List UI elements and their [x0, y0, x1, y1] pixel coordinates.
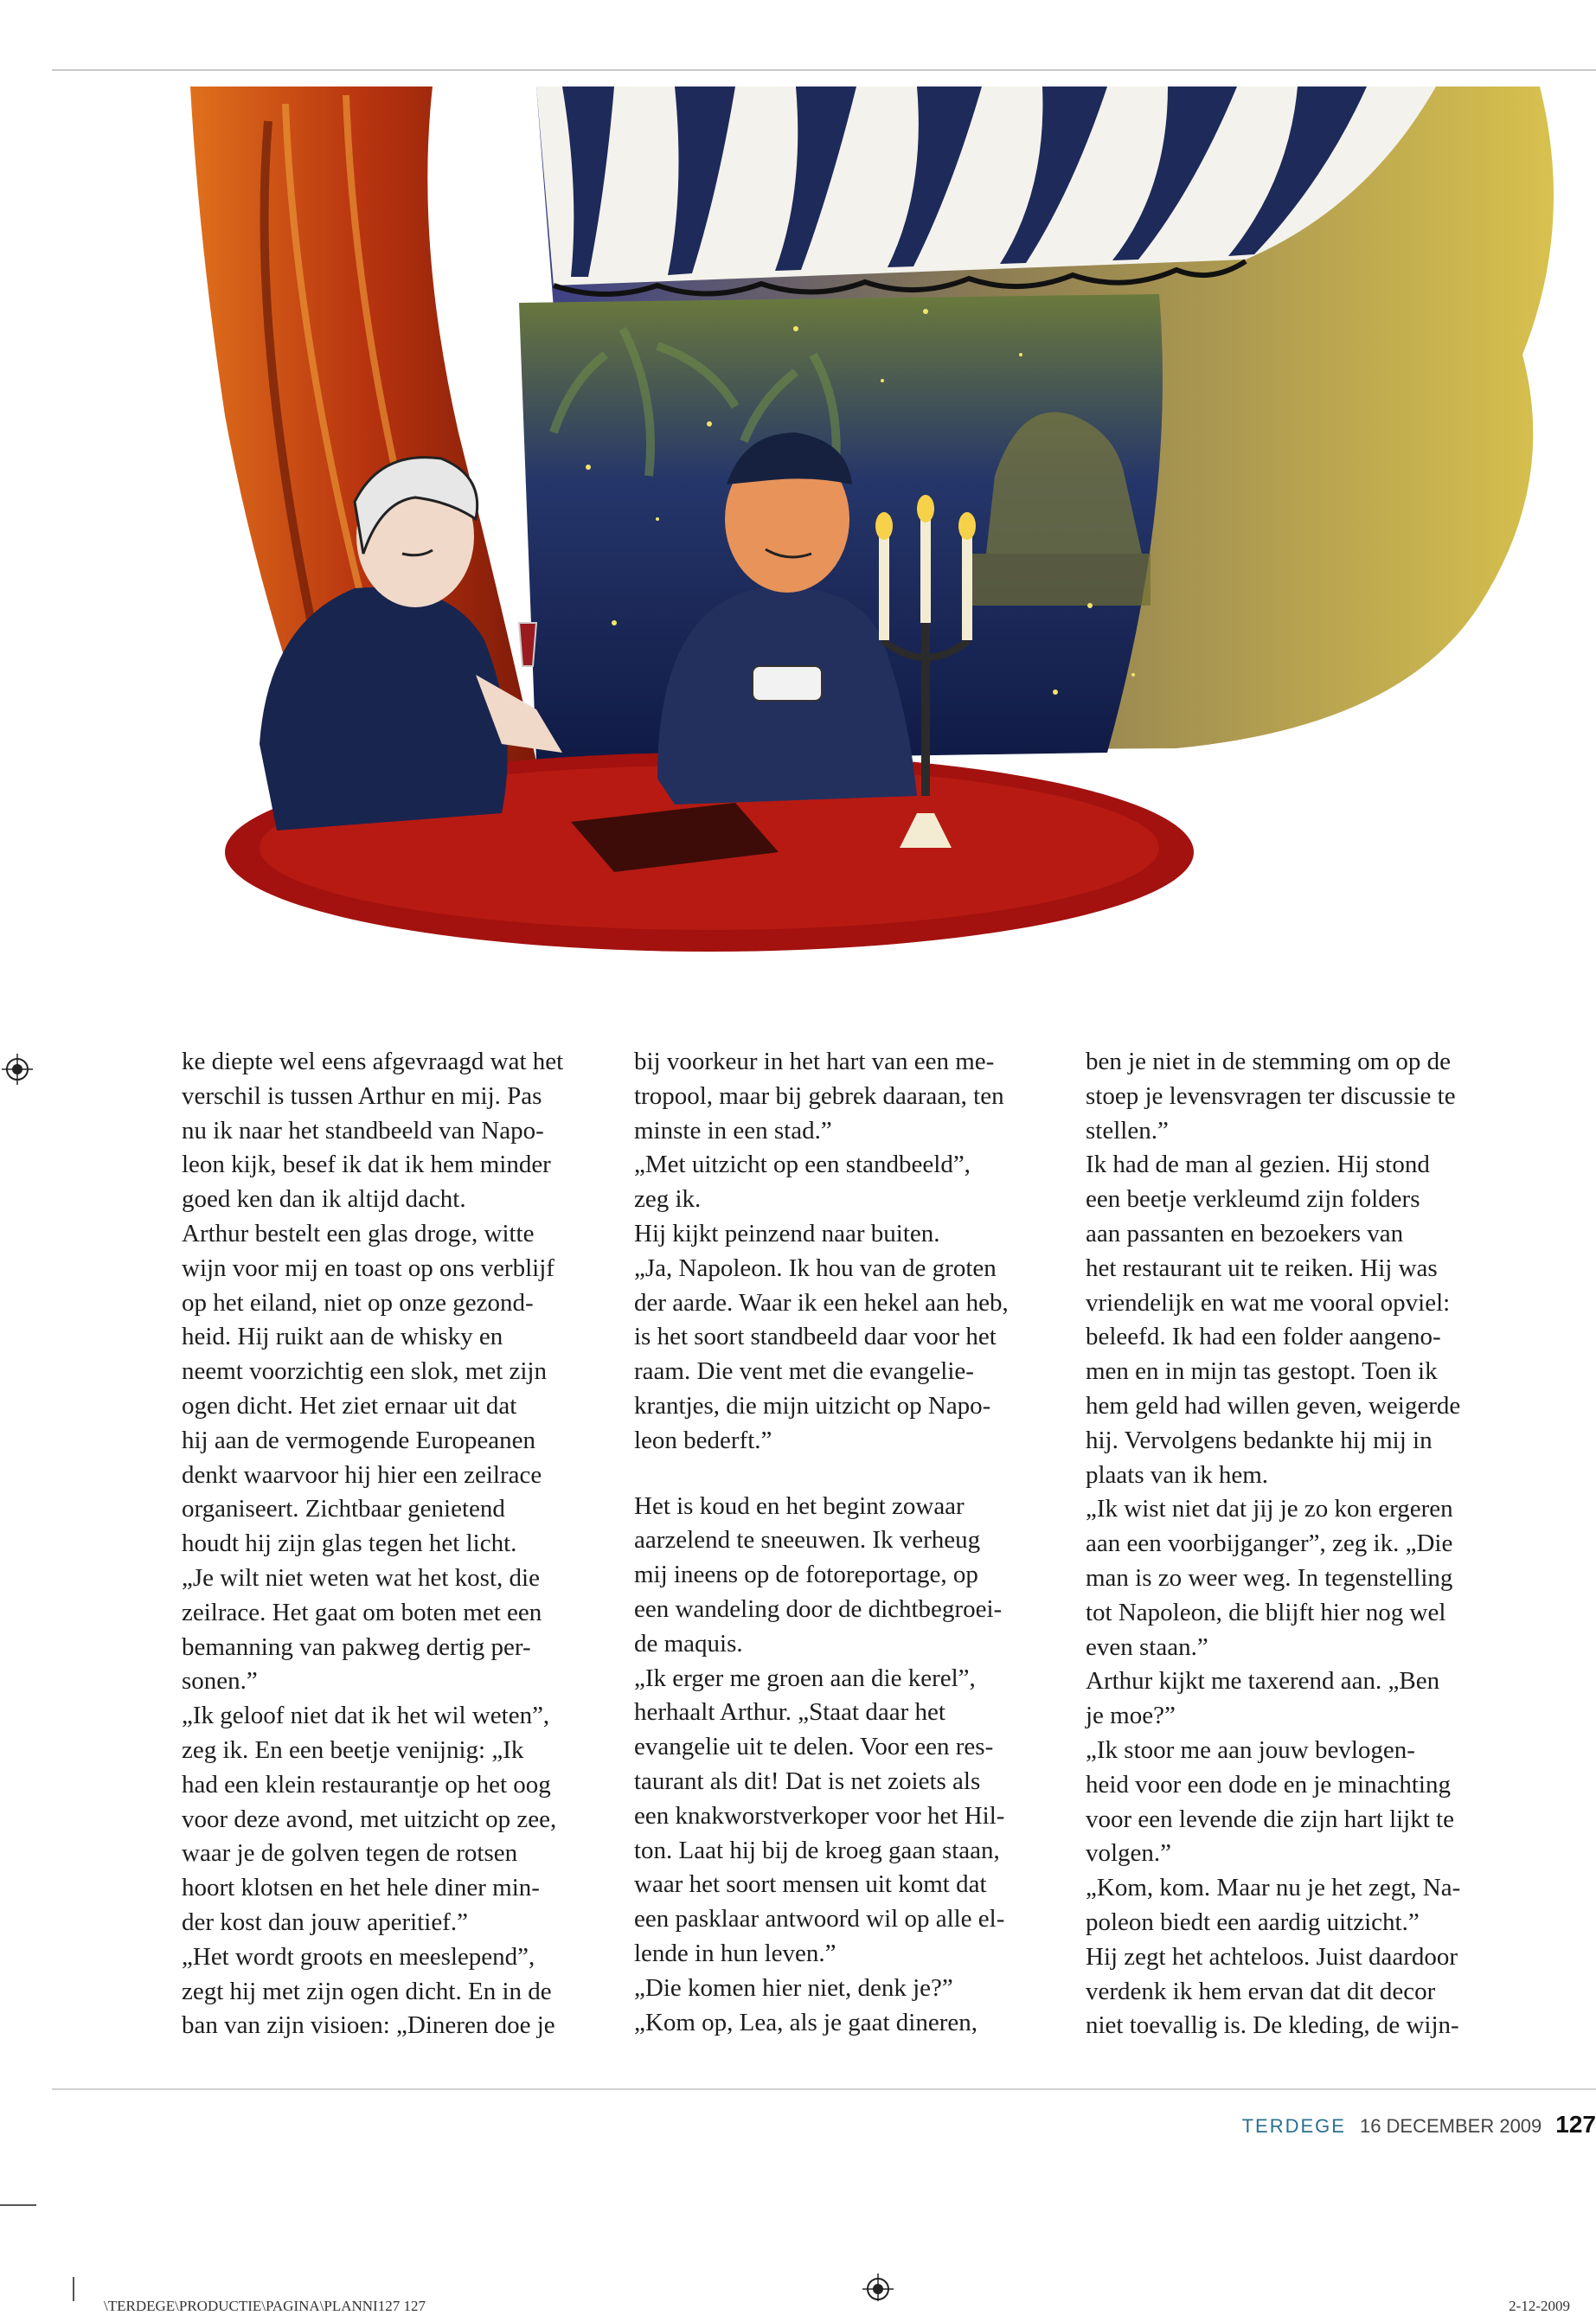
footer-rule [52, 2088, 1596, 2090]
text-line: het restaurant uit te reiken. Hij was [1086, 1254, 1438, 1282]
text-line: bemanning van pakweg dertig per- [182, 1632, 531, 1661]
text-line: „Ik erger me groen aan die kerel”, [634, 1664, 976, 1692]
text-line: tot Napoleon, die blijft hier nog wel [1086, 1598, 1446, 1626]
article-column-3 [1086, 1045, 1527, 2043]
text-line: „Ik stoor me aan jouw bevlogen- [1086, 1735, 1415, 1764]
issue-date: 16 DECEMBER 2009 [1359, 2115, 1542, 2137]
text-line: man is zo weer weg. In tegenstelling [1086, 1563, 1453, 1592]
text-line: niet toevallig is. De kleding, de wijn- [1086, 2011, 1459, 2040]
text-line: krantjes, die mijn uitzicht op Napo- [634, 1391, 991, 1420]
text-line: heid voor een dode en je minachting [1086, 1770, 1451, 1799]
text-line: men en in mijn tas gestopt. Toen ik [1086, 1357, 1438, 1386]
text-line: „Ik geloof niet dat ik het wil weten”, [182, 1702, 550, 1730]
text-line: denkt waarvoor hij hier een zeilrace [182, 1460, 542, 1489]
text-line: hem geld had willen geven, weigerde [1086, 1391, 1461, 1420]
text-line: een pasklaar antwoord wil op alle el- [634, 1905, 1005, 1933]
text-line: houdt hij zijn glas tegen het licht. [182, 1529, 517, 1558]
text-line: hij aan de vermogende Europeanen [182, 1426, 536, 1454]
text-line: aan passanten en bezoekers van [1086, 1219, 1404, 1247]
text-line: zeg ik. En een beetje venijnig: „Ik [182, 1735, 524, 1764]
article-column-1 [182, 1045, 623, 2043]
article-column-2-part-1 [634, 1045, 1075, 1459]
text-line: ben je niet in de stemming om op de [1086, 1048, 1452, 1075]
text-line: herhaalt Arthur. „Staat daar het [634, 1698, 945, 1727]
text-line: zegt hij met zijn ogen dicht. En in de [182, 1977, 552, 2005]
paragraph-gap [634, 1459, 1075, 1490]
text-line: hij. Vervolgens bedankte hij mij in [1086, 1426, 1433, 1454]
text-line: „Met uitzicht op een standbeeld”, [634, 1151, 971, 1179]
restaurant-illustration [52, 69, 1596, 960]
text-line: je moe?” [1086, 1702, 1176, 1730]
registration-mark-bottom [862, 2273, 894, 2301]
text-line: lende in hun leven.” [634, 1939, 836, 1967]
text-line: waar het soort mensen uit komt dat [634, 1870, 987, 1899]
production-date: 2-12-2009 [1509, 2298, 1570, 2314]
text-line: Hij kijkt peinzend naar buiten. [634, 1219, 940, 1247]
text-line: bij voorkeur in het hart van een me- [634, 1048, 995, 1075]
page-number: 127 [1555, 2111, 1596, 2138]
crop-mark-left [0, 2204, 36, 2206]
text-line: „Ja, Napoleon. Ik hou van de groten [634, 1254, 997, 1282]
text-line: raam. Die vent met die evangelie- [634, 1357, 974, 1386]
text-line: ban van zijn visioen: „Dineren doe je [182, 2011, 555, 2040]
text-line: verdenk ik hem ervan dat dit decor [1086, 1977, 1436, 2005]
text-line: ke diepte wel eens afgevraagd wat het [182, 1048, 564, 1075]
text-line: organiseert. Zichtbaar genietend [182, 1495, 505, 1523]
text-line: leon kijk, besef ik dat ik hem minder [182, 1151, 551, 1179]
text-line: neemt voorzichtig een slok, met zijn [182, 1357, 547, 1386]
production-slug: \TERDEGE\PRODUCTIE\PAGINA\PLANNI127 127 [104, 2298, 426, 2314]
text-line: „Kom op, Lea, als je gaat dineren, [634, 2008, 977, 2036]
text-line: heid. Hij ruikt aan de whisky en [182, 1323, 503, 1351]
text-line: op het eiland, niet op onze gezond- [182, 1288, 534, 1317]
text-line: „Kom, kom. Maar nu je het zegt, Na- [1086, 1874, 1461, 1902]
text-line: „Ik wist niet dat jij je zo kon ergeren [1086, 1495, 1453, 1523]
text-line: minste in een stad.” [634, 1116, 832, 1145]
magazine-name: TERDEGE [1241, 2115, 1346, 2137]
text-line: evangelie uit te delen. Voor een res- [634, 1733, 994, 1761]
text-line: tropool, maar bij gebrek daaraan, ten [634, 1081, 1004, 1110]
article-column-2-part-2 [634, 1490, 1075, 2041]
text-line: goed ken dan ik altijd dacht. [182, 1185, 466, 1214]
text-line: poleon biedt een aardig uitzicht.” [1086, 1908, 1420, 1936]
text-line: voor deze avond, met uitzicht op zee, [182, 1805, 557, 1833]
text-line: ton. Laat hij bij de kroeg gaan staan, [634, 1836, 1000, 1864]
text-line: plaats van ik hem. [1086, 1460, 1269, 1489]
text-line: sonen.” [182, 1667, 258, 1696]
text-line: een wandeling door de dichtbegroei- [634, 1594, 1003, 1623]
page-folio [1242, 2111, 1596, 2140]
text-line: Ik had de man al gezien. Hij stond [1086, 1151, 1430, 1179]
text-line: taurant als dit! Dat is net zoiets als [634, 1767, 981, 1795]
text-line: een beetje verkleumd zijn folders [1086, 1185, 1420, 1214]
text-line: volgen.” [1086, 1839, 1172, 1868]
text-line: wijn voor mij en toast op ons verblijf [182, 1254, 554, 1282]
text-line: had een klein restaurantje op het oog [182, 1770, 551, 1799]
text-line: der kost dan jouw aperitief.” [182, 1908, 468, 1936]
text-line: leon bederft.” [634, 1426, 772, 1454]
text-line: verschil is tussen Arthur en mij. Pas [182, 1081, 542, 1110]
text-line: „Het wordt groots en meeslepend”, [182, 1942, 535, 1971]
text-line: de maquis. [634, 1629, 743, 1658]
text-line: vriendelijk en wat me vooral opviel: [1086, 1288, 1451, 1317]
text-line: Arthur bestelt een glas droge, witte [182, 1219, 535, 1247]
crop-mark-bottom [73, 2277, 74, 2301]
text-line: stoep je levensvragen ter discussie te [1086, 1081, 1456, 1110]
text-line: een knakworstverkoper voor het Hil- [634, 1801, 1005, 1830]
text-line: Hij zegt het achteloos. Juist daardoor [1086, 1942, 1458, 1971]
text-line: aan een voorbijganger”, zeg ik. „Die [1086, 1529, 1453, 1558]
registration-mark-left [2, 1054, 33, 1085]
text-line: beleefd. Ik had een folder aangeno- [1086, 1323, 1441, 1351]
text-line: Arthur kijkt me taxerend aan. „Ben [1086, 1667, 1440, 1696]
text-line: Het is koud en het begint zowaar [634, 1491, 965, 1520]
text-line: „Die komen hier niet, denk je?” [634, 1973, 953, 2002]
text-line: even staan.” [1086, 1632, 1208, 1661]
text-line: is het soort standbeeld daar voor het [634, 1323, 997, 1351]
text-line: mij ineens op de fotoreportage, op [634, 1561, 978, 1589]
text-line: der aarde. Waar ik een hekel aan heb, [634, 1288, 1009, 1317]
text-line: aarzelend te sneeuwen. Ik verheug [634, 1526, 981, 1555]
text-line: ogen dicht. Het ziet ernaar uit dat [182, 1391, 517, 1420]
text-line: stellen.” [1086, 1116, 1169, 1145]
text-line: „Je wilt niet weten wat het kost, die [182, 1563, 540, 1592]
text-line: hoort klotsen en het hele diner min- [182, 1874, 540, 1902]
text-line: waar je de golven tegen de rotsen [182, 1839, 518, 1868]
text-line: zeilrace. Het gaat om boten met een [182, 1598, 542, 1626]
text-line: nu ik naar het standbeeld van Napo- [182, 1116, 544, 1145]
text-line: zeg ik. [634, 1185, 702, 1214]
article-column-2 [634, 1045, 1075, 2040]
text-line: voor een levende die zijn hart lijkt te [1086, 1805, 1454, 1833]
